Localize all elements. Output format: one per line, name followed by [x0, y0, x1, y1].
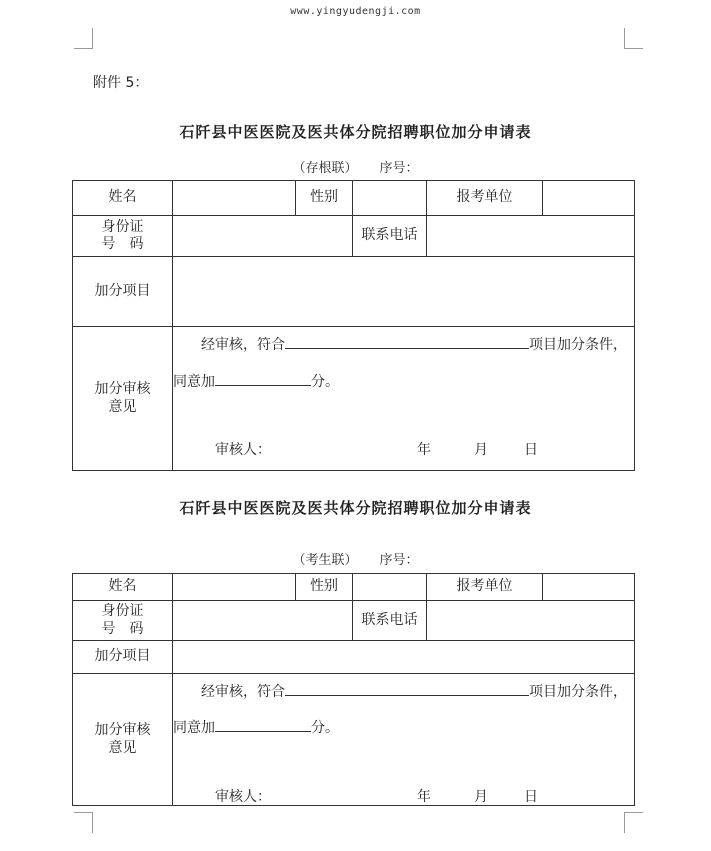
form1-position-field[interactable] — [543, 181, 634, 215]
form2-bonus-item-label: 加分项目 — [94, 648, 151, 665]
form2-position-field[interactable] — [543, 574, 634, 600]
form2-title: 石阡县中医医院及医共体分院招聘职位加分申请表 — [179, 499, 532, 517]
form2-name-field[interactable] — [173, 574, 295, 600]
form2-id-label — [73, 601, 172, 640]
form2-agree-sentence — [173, 717, 339, 737]
form1-gender-label: 性别 — [310, 189, 338, 206]
form1-review-label — [73, 327, 172, 470]
form2-review-label-line1: 加分审核 — [94, 722, 151, 738]
form1-name-label: 姓名 — [108, 189, 137, 206]
crop-mark-bottom-right — [624, 812, 643, 833]
form1-bonus-item-field[interactable] — [173, 257, 634, 326]
form1-day-label: 日 — [524, 442, 538, 458]
form1-agree-sentence — [173, 371, 339, 391]
form1-review-item-blank[interactable] — [285, 334, 529, 349]
form1-review-label-line2: 意见 — [108, 398, 137, 415]
form1-agree-prefix: 同意加 — [173, 374, 215, 390]
form2-gender-field[interactable] — [353, 574, 426, 600]
form2-id-label-line1: 身份证 — [101, 603, 144, 619]
form2-review-prefix: 经审核，符合 — [201, 684, 285, 700]
form1-phone-label: 联系电话 — [361, 227, 418, 244]
form1-month-label: 月 — [474, 442, 488, 458]
form2-name-label: 姓名 — [108, 578, 137, 595]
form1-position-label: 报考单位 — [456, 189, 513, 206]
form2-phone-label: 联系电话 — [361, 611, 418, 628]
attachment-label: 附件 5： — [93, 75, 149, 91]
form1-review-label-line1: 加分审核 — [94, 381, 151, 397]
form2-day-label: 日 — [524, 789, 538, 805]
form2-id-field[interactable] — [173, 601, 352, 640]
form1-bonus-item-label: 加分项目 — [94, 282, 151, 299]
crop-mark-top-left — [74, 28, 93, 49]
form1-review-prefix: 经审核，符合 — [201, 337, 285, 353]
form1-id-label-line1: 身份证 — [101, 218, 144, 235]
form1-copy-label: （存根联） — [292, 161, 358, 176]
form2-table — [72, 573, 635, 806]
form1-table — [72, 180, 635, 471]
form2-serial-label: 序号： — [379, 553, 419, 568]
site-watermark: www.yingyudengji.com — [290, 6, 421, 17]
form2-agree-prefix: 同意加 — [173, 720, 215, 736]
form1-subtitle — [0, 157, 711, 176]
form2-review-suffix: 项目加分条件， — [529, 684, 627, 700]
form2-review-label — [73, 674, 172, 805]
crop-mark-top-right — [624, 28, 643, 49]
form1-id-label-line2: 号 码 — [101, 236, 144, 252]
form2-phone-field[interactable] — [427, 601, 634, 640]
form2-month-label: 月 — [474, 789, 488, 805]
form1-serial-label: 序号： — [379, 161, 419, 176]
form1-review-suffix: 项目加分条件， — [529, 337, 627, 353]
form2-review-label-line2: 意见 — [108, 739, 137, 756]
form1-review-sentence — [201, 334, 627, 354]
form1-id-field[interactable] — [173, 216, 352, 256]
form1-agree-points-blank[interactable] — [215, 371, 311, 386]
form1-gender-field[interactable] — [353, 181, 426, 215]
form1-id-label — [73, 216, 172, 256]
form2-year-label: 年 — [417, 789, 431, 805]
form1-phone-field[interactable] — [427, 216, 634, 256]
form2-gender-label: 性别 — [310, 578, 338, 595]
form2-agree-points-blank[interactable] — [215, 717, 311, 732]
form2-position-label: 报考单位 — [456, 578, 513, 595]
form2-bonus-item-field[interactable] — [173, 641, 634, 673]
form2-id-label-line2: 号 码 — [101, 620, 144, 637]
form1-title: 石阡县中医医院及医共体分院招聘职位加分申请表 — [179, 123, 532, 141]
form1-name-field[interactable] — [173, 181, 295, 215]
form1-reviewer-label: 审核人： — [215, 442, 271, 458]
form2-subtitle — [0, 549, 711, 568]
form2-review-sentence — [201, 681, 627, 701]
form2-agree-suffix: 分。 — [311, 720, 339, 736]
form1-year-label: 年 — [417, 442, 431, 458]
form2-copy-label: （考生联） — [292, 553, 358, 568]
form2-review-item-blank[interactable] — [285, 681, 529, 696]
form1-agree-suffix: 分。 — [311, 374, 339, 390]
form2-reviewer-label: 审核人： — [215, 789, 271, 805]
crop-mark-bottom-left — [74, 812, 93, 833]
